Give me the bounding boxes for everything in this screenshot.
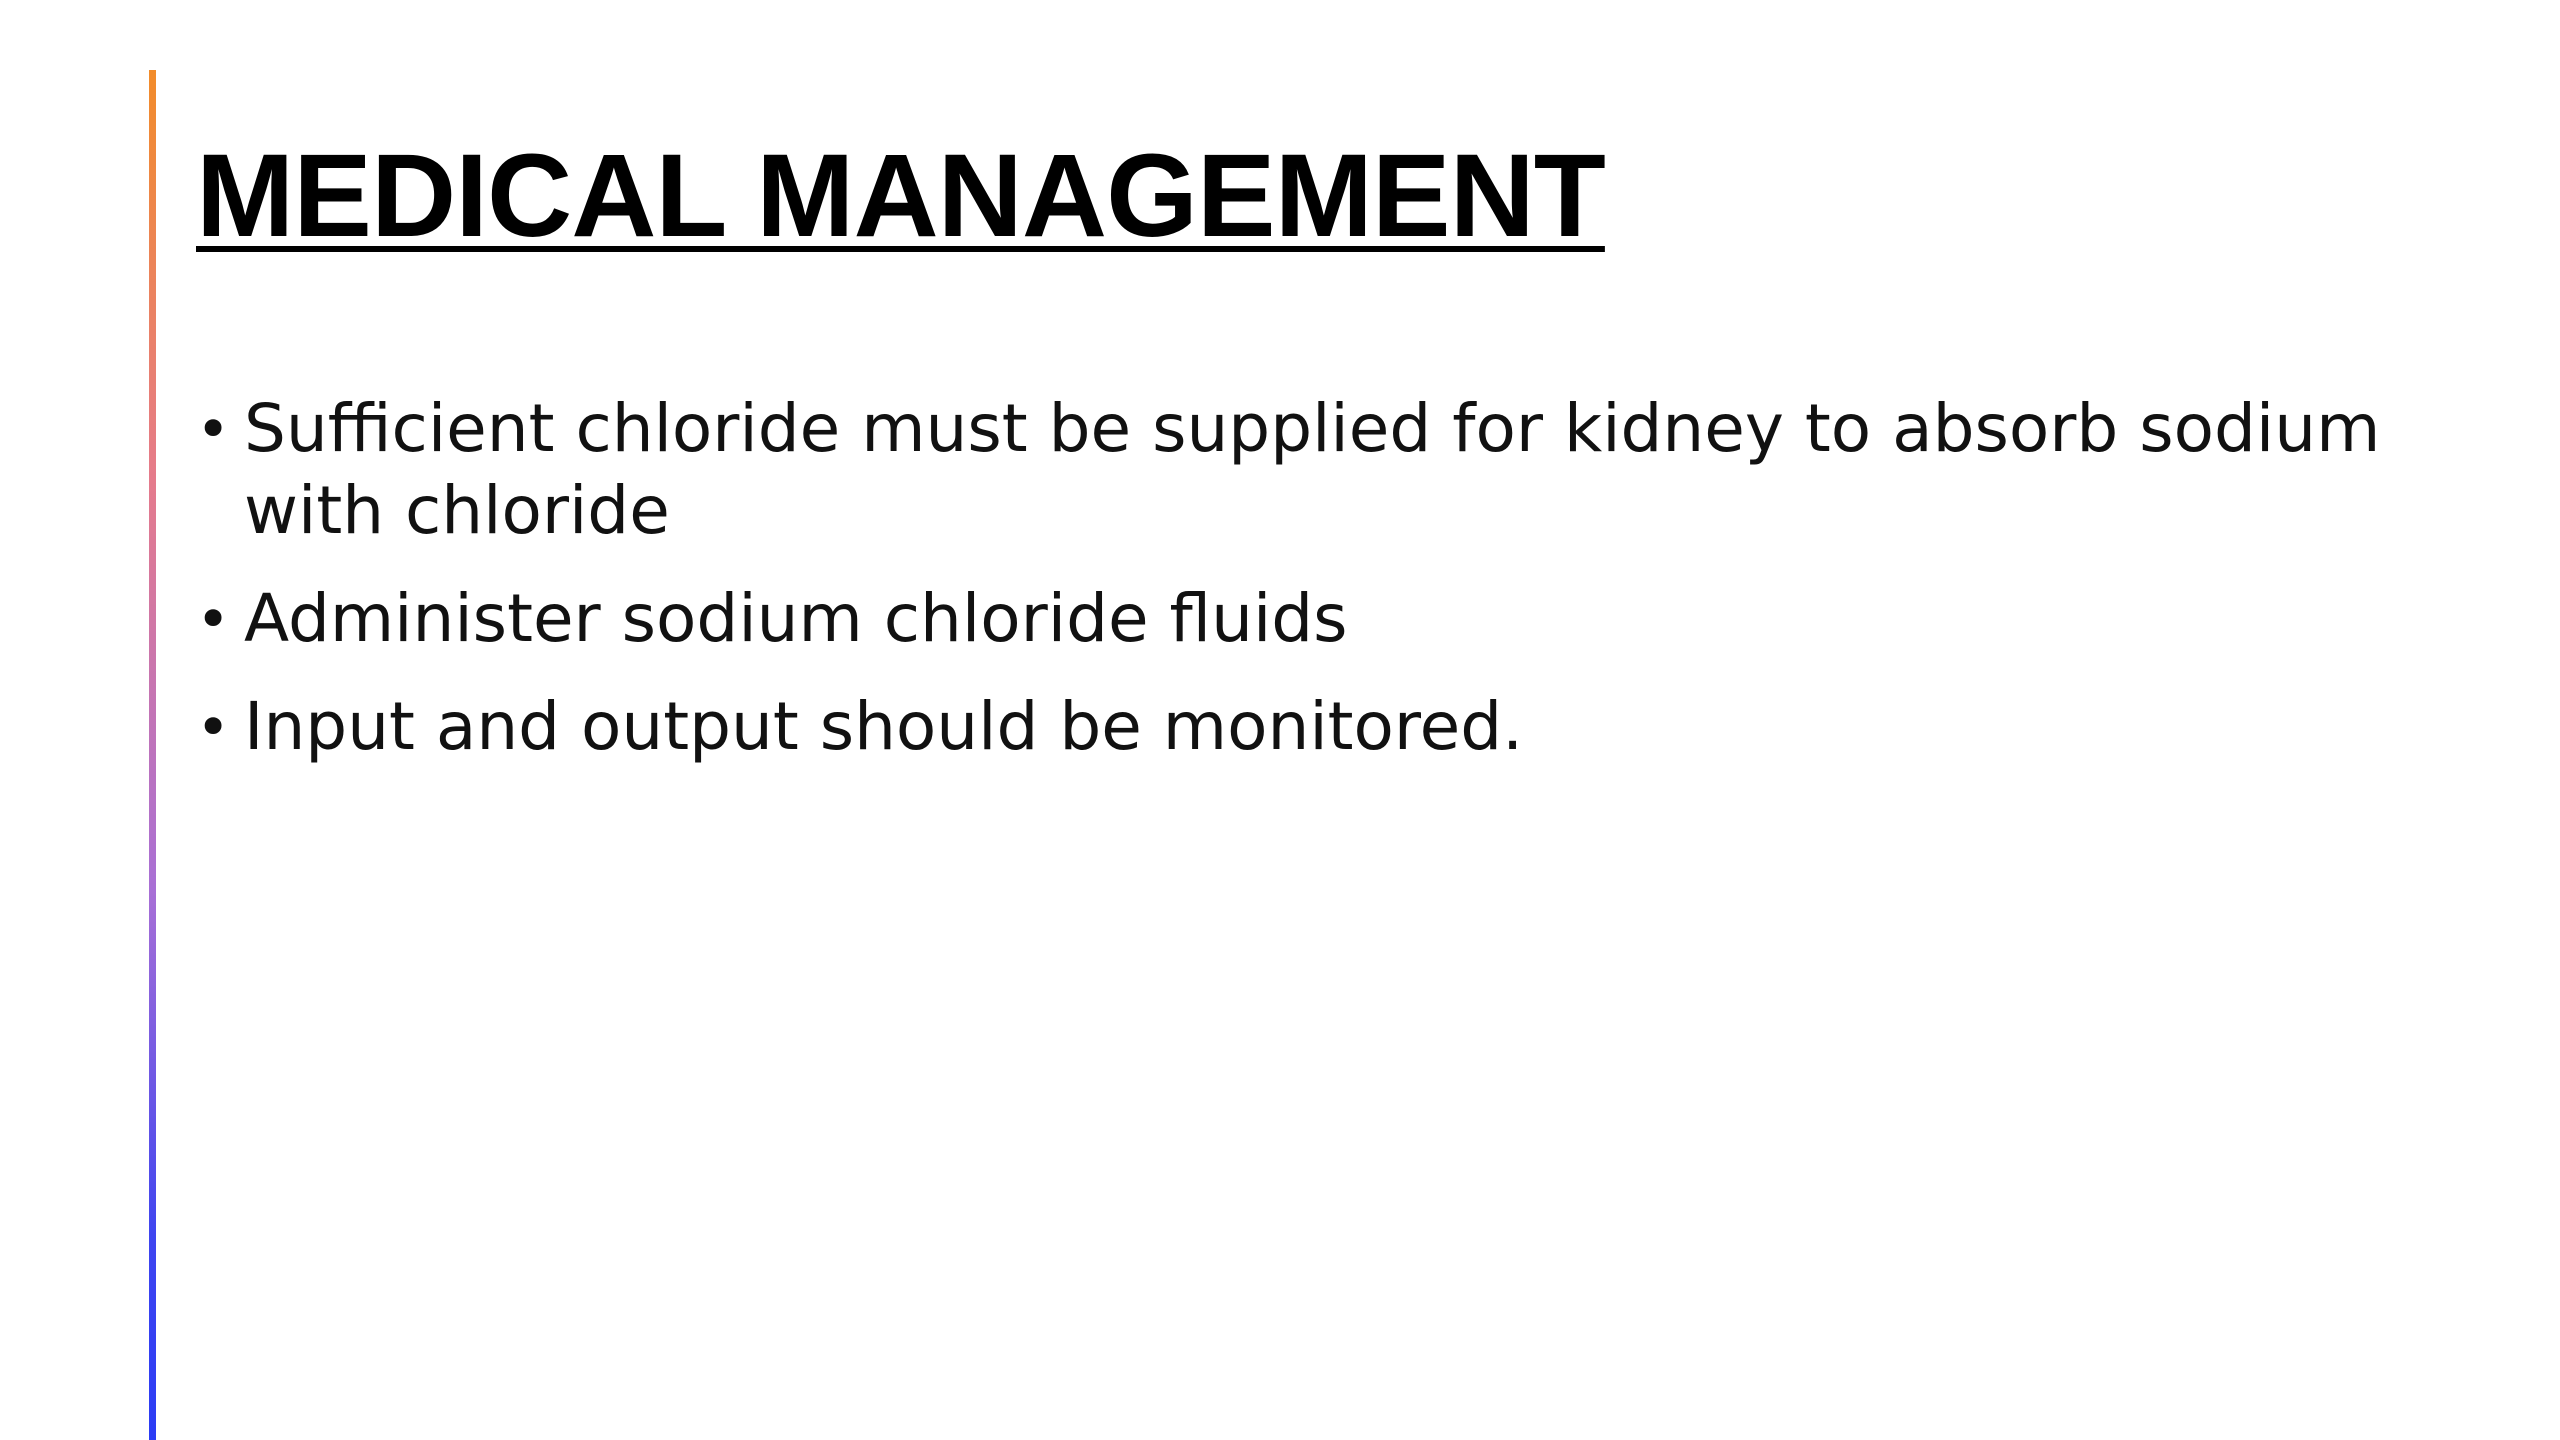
bullet-icon: • bbox=[196, 395, 231, 463]
bullet-icon: • bbox=[196, 693, 231, 761]
bullet-list bbox=[196, 388, 2396, 794]
list-item bbox=[196, 388, 2396, 552]
list-item bbox=[196, 578, 2396, 660]
list-item-text: Sufficient chloride must be supplied for kidney to absorb sodium with chloride bbox=[244, 390, 2381, 549]
list-item bbox=[196, 686, 2396, 768]
list-item-text: Administer sodium chloride fluids bbox=[244, 580, 1348, 657]
accent-bar bbox=[149, 70, 156, 1440]
list-item-text: Input and output should be monitored. bbox=[244, 688, 1524, 765]
slide-title: MEDICAL MANAGEMENT bbox=[196, 130, 1605, 262]
bullet-icon: • bbox=[196, 585, 231, 653]
